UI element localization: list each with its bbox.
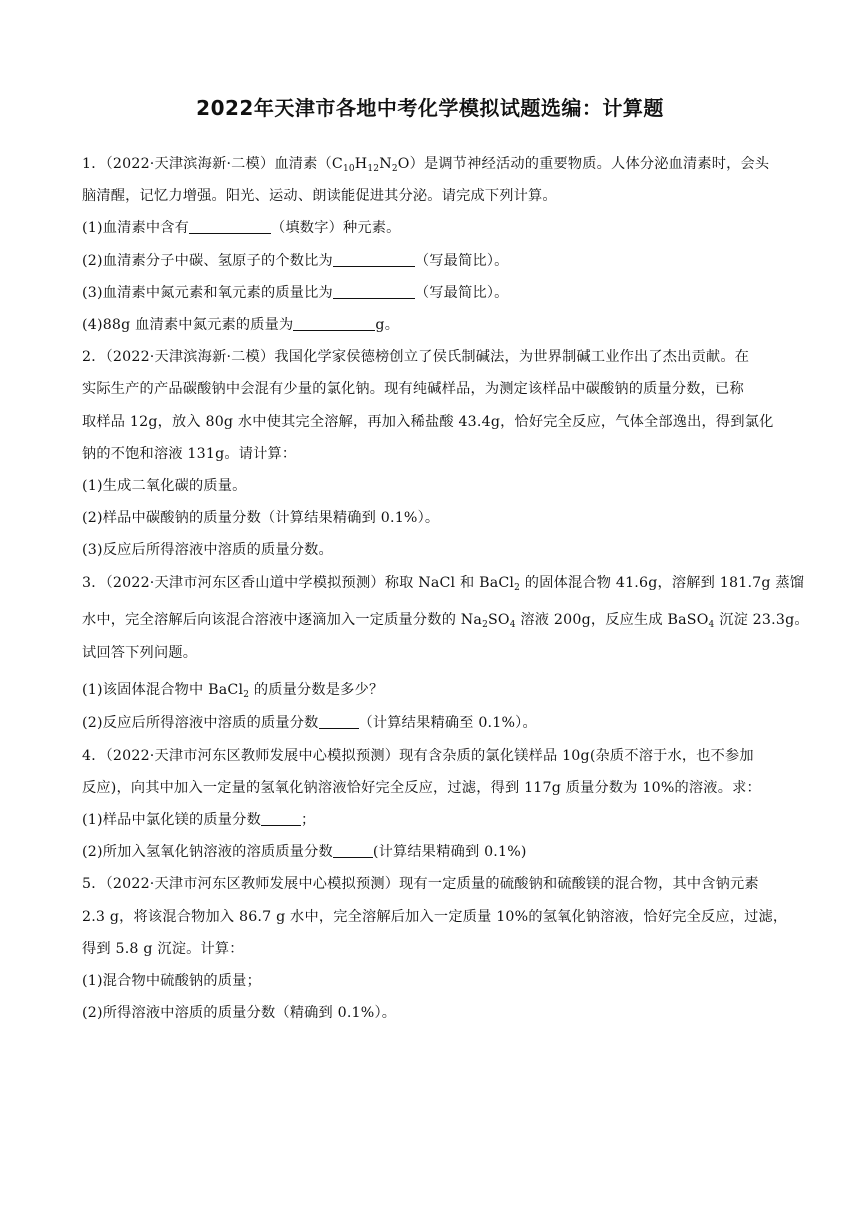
- question-5-line-1: 5．（2022·天津市河东区教师发展中心模拟预测）现有一定质量的硫酸钠和硫酸镁的混合物，其中含钠元素: [82, 876, 759, 893]
- question-1-part-3: (3)血清素中氮元素和氧元素的质量比为 （写最简比）。: [82, 284, 509, 301]
- question-1-intro-line-2: 脑清醒，记忆力增强。阳光、运动、朗读能促进其分泌。请完成下列计算。: [82, 188, 557, 205]
- question-3-part-2: (2)反应后所得溶液中溶质的质量分数 （计算结果精确至 0.1%）。: [82, 714, 537, 731]
- question-2-part-2: (2)样品中碳酸钠的质量分数（计算结果精确到 0.1%）。: [82, 510, 440, 527]
- question-2-part-3: (3)反应后所得溶液中溶质的质量分数。: [82, 542, 333, 559]
- question-5-part-1: (1)混合物中硫酸钠的质量；: [82, 973, 261, 990]
- question-2-line-1: 2．（2022·天津滨海新·二模）我国化学家侯德榜创立了侯氏制碱法，为世界制碱工业作出了杰出贡献。在: [82, 349, 750, 366]
- question-4-part-2: (2)所加入氢氧化钠溶液的溶质质量分数 (计算结果精确到 0.1%): [82, 844, 527, 861]
- answer-blank[interactable]: [333, 252, 415, 267]
- answer-blank[interactable]: [261, 811, 301, 826]
- question-2-line-2: 实际生产的产品碳酸钠中会混有少量的氯化钠。现有纯碱样品，为测定该样品中碳酸钠的质量分数，已称: [82, 381, 744, 398]
- question-2-line-3: 取样品 12g，放入 80g 水中使其完全溶解，再加入稀盐酸 43.4g，恰好完全反应，气体全部逸出，得到氯化: [82, 413, 774, 430]
- question-2-line-4: 钠的不饱和溶液 131g。请计算：: [82, 445, 297, 462]
- question-4-part-1: (1)样品中氯化镁的质量分数 ；: [82, 812, 316, 829]
- question-5-part-2: (2)所得溶液中溶质的质量分数（精确到 0.1%）。: [82, 1005, 397, 1022]
- question-2: [82, 341, 782, 566]
- question-3-line-3: 试回答下列问题。: [82, 644, 198, 661]
- question-4: [82, 740, 782, 869]
- answer-blank[interactable]: [319, 714, 359, 729]
- question-3-line-2: 水中，完全溶解后向该混合溶液中逐滴加入一定质量分数的 $Na_2SO_4$ 溶液 200g，反应生成 BaSO$_4$ 沉淀 23.3g。: [82, 611, 809, 630]
- document-body: [82, 148, 809, 1029]
- answer-blank[interactable]: [189, 219, 271, 234]
- question-3-part-1: (1)该固体混合物中 BaCl$_2$ 的质量分数是多少？: [82, 681, 384, 700]
- question-1: [82, 148, 782, 341]
- document-title: 2022年天津市各地中考化学模拟试题选编：计算题: [196, 96, 664, 120]
- question-5-line-2: 2.3 g，将该混合物加入 86.7 g 水中，完全溶解后加入一定质量 10%的氢氧化钠溶液，恰好完全反应，过滤，: [82, 908, 788, 925]
- question-4-line-2: 反应)，向其中加入一定量的氢氧化钠溶液恰好完全反应，过滤，得到 117g 质量分数为 10%的溶液。求：: [82, 779, 761, 796]
- question-1-part-2: (2)血清素分子中碳、氢原子的个数比为 （写最简比）。: [82, 252, 509, 269]
- question-1-intro-line-1: 1．（2022·天津滨海新·二模）血清素$(C_{10}H_{12}N_2O)$是调节神经活动的重要物质。人体分泌血清素时，会头: [82, 156, 770, 174]
- answer-blank[interactable]: [293, 316, 375, 331]
- question-3: [82, 567, 809, 740]
- question-4-line-1: 4．（2022·天津市河东区教师发展中心模拟预测）现有含杂质的氯化镁样品 10g(杂质不溶于水，也不参加: [82, 747, 754, 764]
- question-1-part-4: (4)88g 血清素中氮元素的质量为 g。: [82, 317, 400, 334]
- answer-blank[interactable]: [333, 843, 373, 858]
- question-5-line-3: 得到 5.8 g 沉淀。计算：: [82, 940, 244, 957]
- question-2-part-1: (1)生成二氧化碳的质量。: [82, 478, 247, 495]
- answer-blank[interactable]: [333, 284, 415, 299]
- question-5: [82, 868, 788, 1029]
- question-3-line-1: 3．（2022·天津市河东区香山道中学模拟预测）称取 NaCl 和 BaCl$_2$ 的固体混合物 41.6g，溶解到 181.7g 蒸馏: [82, 574, 805, 593]
- question-1-part-1: (1)血清素中含有 （填数字）种元素。: [82, 220, 401, 237]
